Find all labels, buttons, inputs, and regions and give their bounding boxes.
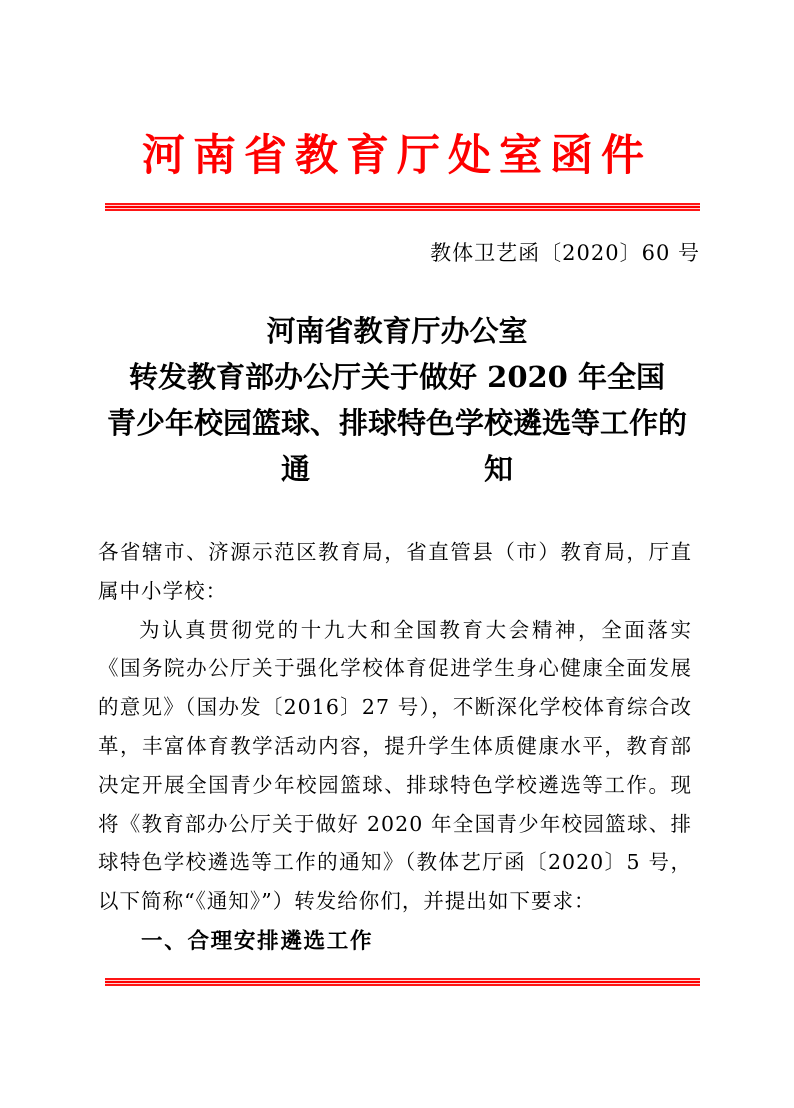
- notice-title-line-2: 转发教育部办公厅关于做好 2020 年全国: [129, 360, 665, 394]
- notice-title-line-4: 通 知: [280, 452, 513, 486]
- salutation-paragraph: 各省辖市、济源示范区教育局，省直管县（市）教育局，厅直属中小学校：: [98, 540, 692, 603]
- letterhead-masthead: 河南省教育厅处室函件: [142, 131, 652, 181]
- notice-title-line-3: 青少年校园篮球、排球特色学校遴选等工作的: [106, 406, 687, 440]
- section-heading-1: 一、合理安排遴选工作: [141, 929, 374, 954]
- masthead-red-rule: [105, 203, 700, 211]
- notice-title: [57, 308, 737, 492]
- main-paragraph: 为认真贯彻党的十九大和全国教育大会精神，全面落实《国务院办公厅关于强化学校体育促进学生身心健康全面发展的意见》（国办发〔2016〕27 号），不断深化学校体育综合改革，丰富体育教学活动内容，提升学生体质健康水平，教育部决定开展全国青少年校园篮球、排球特色学校遴选等工作。现将《教育部办公厅关于做好 2020 年全国青少年校园篮球、排球特色学校遴选等工作的通知》（教体艺厅函〔2020〕5 号，以下简称“《通知》”）转发给你们，并提出如下要求：: [98, 617, 692, 914]
- footer-red-rule: [105, 978, 700, 986]
- document-number: 教体卫艺函〔2020〕60 号: [430, 241, 700, 265]
- notice-title-line-1: 河南省教育厅办公室: [266, 314, 528, 348]
- notice-body: [98, 533, 692, 921]
